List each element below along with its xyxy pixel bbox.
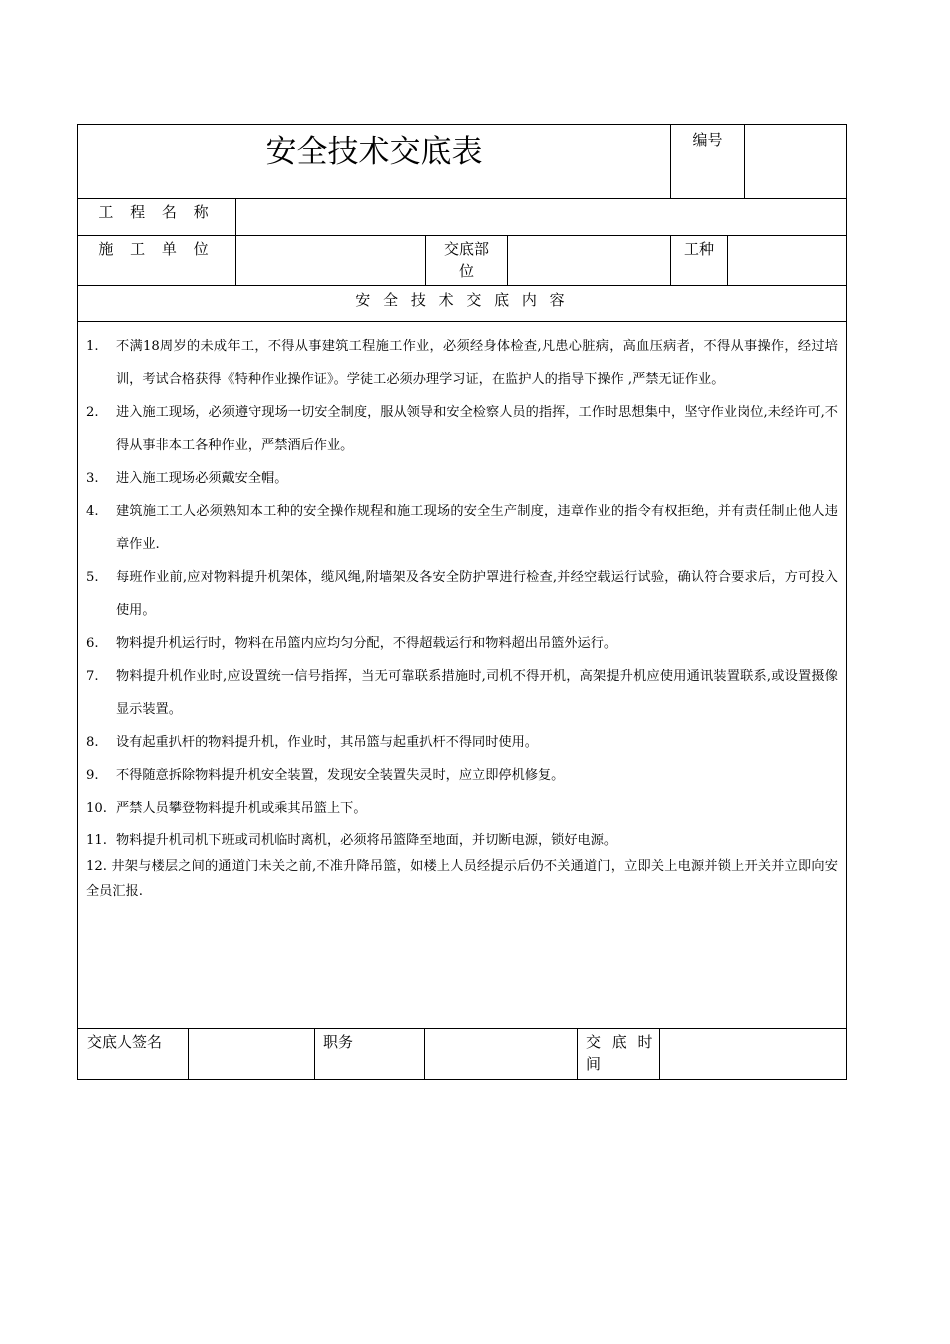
position-value-cell[interactable] — [424, 1029, 577, 1079]
list-item: 6. 物料提升机运行时，物料在吊篮内应均匀分配，不得超载运行和物料超出吊篮外运行。 — [86, 636, 618, 651]
position-label: 职务 — [323, 1033, 354, 1051]
position-label-cell — [314, 1029, 424, 1079]
project-value-cell[interactable] — [235, 199, 846, 235]
list-item: 8. 设有起重扒杆的物料提升机，作业时，其吊篮与起重扒杆不得同时使用。 — [86, 735, 538, 750]
content-heading-row — [77, 285, 847, 321]
project-row — [77, 198, 847, 235]
list-item: 7. 物料提升机作业时,应设置统一信号指挥，当无可靠联系措施时,司机不得开机，高架提升机应使用通讯装置联系,或设置摄像显示装置。 — [86, 669, 838, 717]
list-item-12: 12. 井架与楼层之间的通道门未关之前,不准升降吊篮，如楼上人员经提示后仍不关通道门，立即关上电源并锁上开关并立即向安全员汇报. — [86, 859, 838, 899]
safety-briefing-form — [77, 124, 847, 1080]
number-label-cell — [670, 125, 744, 198]
part-value-cell[interactable] — [507, 236, 670, 285]
unit-row — [77, 235, 847, 285]
time-label-cell — [577, 1029, 659, 1079]
list-item: 3. 进入施工现场必须戴安全帽。 — [86, 471, 288, 486]
list-item: 1. 不满18周岁的未成年工，不得从事建筑工程施工作业，必须经身体检查,凡患心脏病，高血压病者，不得从事操作，经过培训，考试合格获得《特种作业操作证》。学徒工必须办理学习证，在监护人的指导下操作 ,严禁无证作业。 — [86, 339, 838, 387]
unit-value-cell[interactable] — [235, 236, 425, 285]
briefing-list — [78, 330, 846, 904]
content-heading: 安 全 技 术 交 底 内 容 — [355, 291, 569, 309]
number-label: 编号 — [692, 131, 723, 149]
number-value-cell[interactable] — [744, 125, 846, 198]
form-title: 安全技术交底表 — [265, 134, 483, 170]
content-body-row — [77, 321, 847, 1028]
list-item: 10. 严禁人员攀登物料提升机或乘其吊篮上下。 — [86, 801, 367, 816]
part-label-line2: 位 — [458, 262, 474, 280]
signer-label: 交底人签名 — [87, 1033, 163, 1051]
part-label-cell — [425, 236, 507, 285]
time-label-line2: 间 — [586, 1055, 602, 1073]
time-label-line1: 交 底 时 — [586, 1033, 656, 1051]
signer-value-cell[interactable] — [188, 1029, 314, 1079]
project-label-cell — [78, 199, 235, 235]
part-label-line1: 交底部 — [443, 240, 489, 258]
list-item: 11. 物料提升机司机下班或司机临时离机，必须将吊篮降至地面，并切断电源，锁好电源。 — [86, 833, 618, 848]
title-row — [77, 124, 847, 198]
trade-label: 工种 — [683, 240, 714, 258]
unit-label-cell — [78, 236, 235, 285]
list-item: 2. 进入施工现场，必须遵守现场一切安全制度，服从领导和安全检察人员的指挥，工作时思想集中，坚守作业岗位,未经许可,不得从事非本工各种作业，严禁酒后作业。 — [86, 405, 838, 453]
list-item: 9. 不得随意拆除物料提升机安全装置，发现安全装置失灵时，应立即停机修复。 — [86, 768, 565, 783]
list-item: 5. 每班作业前,应对物料提升机架体，缆风绳,附墙架及各安全防护罩进行检查,并经空载运行试验，确认符合要求后，方可投入使用。 — [86, 570, 838, 618]
trade-label-cell — [670, 236, 727, 285]
signer-label-cell — [78, 1029, 188, 1079]
unit-label: 施 工 单 位 — [98, 240, 215, 258]
project-label: 工 程 名 称 — [98, 203, 215, 221]
time-value-cell[interactable] — [659, 1029, 846, 1079]
trade-value-cell[interactable] — [727, 236, 846, 285]
footer-row — [77, 1028, 847, 1080]
list-item: 4. 建筑施工工人必须熟知本工种的安全操作规程和施工现场的安全生产制度，违章作业的指令有权拒绝，并有责任制止他人违章作业. — [86, 504, 838, 552]
